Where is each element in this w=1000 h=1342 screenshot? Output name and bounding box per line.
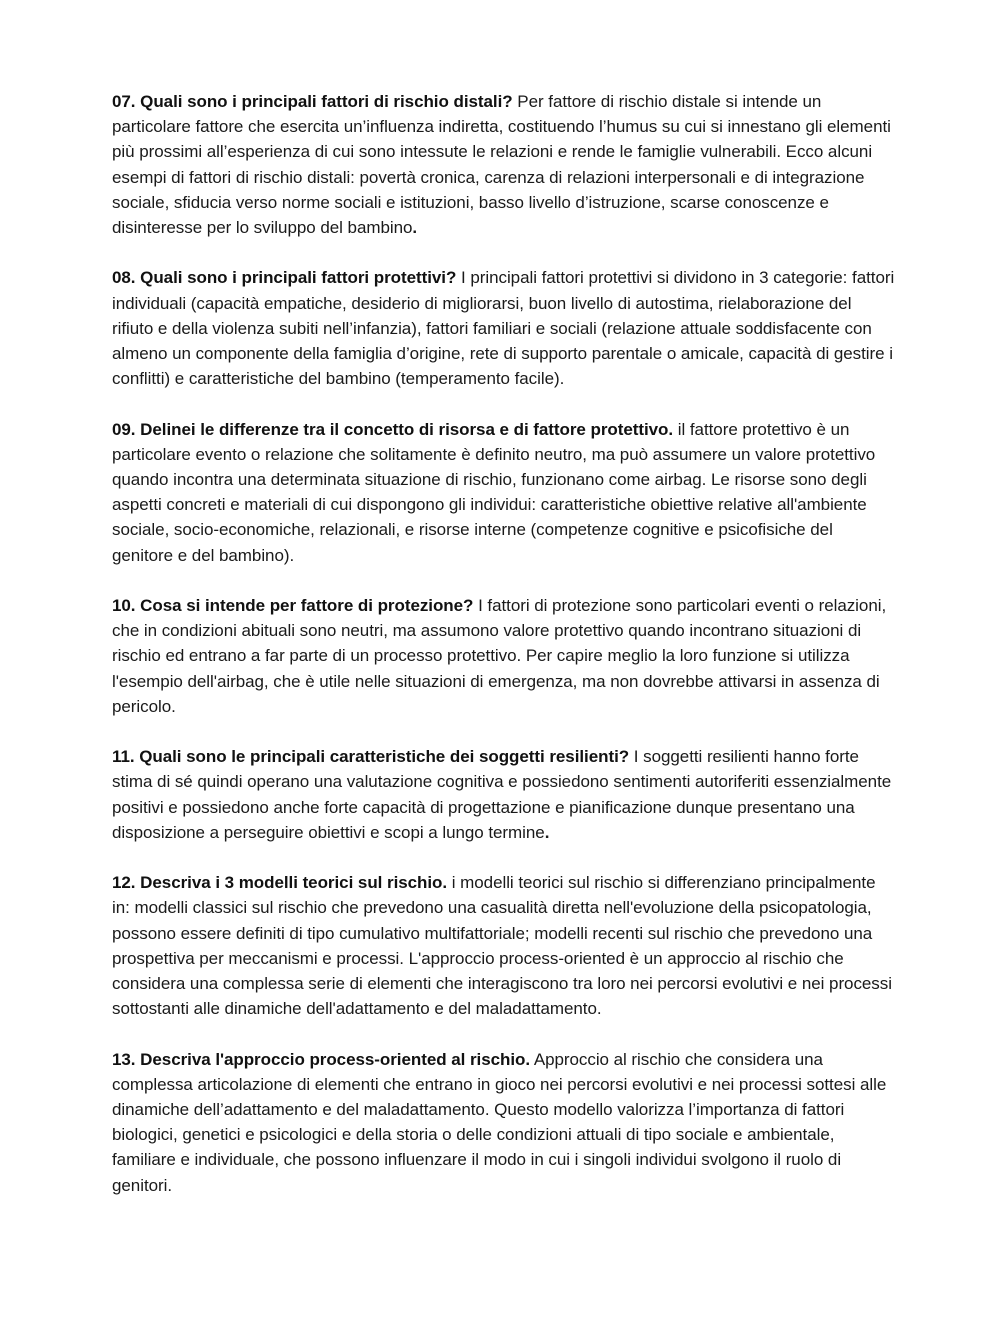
question-07: 07. Quali sono i principali fattori di rischio distali? (112, 92, 513, 111)
question-10: 10. Cosa si intende per fattore di protezione? (112, 596, 474, 616)
answer-07-period: . (412, 218, 418, 238)
answer-10: I fattori di protezione sono particolari eventi o relazioni, che in condizioni abituali sono neutri, ma assumono valore protettivo quando incontrano situazioni di rischio ed entrano a far parte di un processo protettivo. Per capire meglio la loro funzione si utilizza l'esempio dell'airbag, che è utile nelle situazioni di emergenza, ma non dovrebbe attivarsi in assenza di pericolo. (112, 596, 887, 716)
answer-09: il fattore protettivo è un particolare evento o relazione che solitamente è definito neutro, ma può assumere un valore protettivo quando incontra una determinata situazione di rischio, funzionano come airbag. Le risorse sono degli aspetti concreti e materiali di cui dispongono gli individui: caratteristiche obiettive relative all'ambiente sociale, socio-economiche, relazionali, e risorse interne (competenze cognitive e psicofisiche del genitore e del bambino). (112, 419, 876, 565)
answer-11-period: . (544, 822, 550, 842)
question-09: 09. Delinei le differenze tra il concetto di risorsa e di fattore protettivo. (112, 419, 674, 439)
qa-item-07 (112, 89, 896, 240)
question-13: 13. Descriva l'approccio process-oriented al rischio. (112, 1049, 531, 1069)
qa-item-10 (112, 593, 896, 719)
answer-13: Approccio al rischio che considera una complessa articolazione di elementi che entrano in gioco nei percorsi evolutivi e nei processi sottesi alle dinamiche dell’adattamento e del maladattamento. Questo modello valorizza l’importanza di fattori biologici, genetici e psicologici e della storia o delle condizioni attuali di tipo sociale e ambientale, familiare e individuale, che possono influenzare il modo in cui i singoli individui svolgono il ruolo di genitori. (112, 1049, 887, 1195)
answer-11: I soggetti resilienti hanno forte stima di sé quindi operano una valutazione cognitiva e possiedono sentimenti autoriferiti essenzialmente positivi e possiedono anche forte capacità di progettazione e pianificazione dunque presentano una disposizione a perseguire obiettivi e scopi a lungo termine (112, 747, 892, 842)
qa-item-08 (112, 265, 896, 391)
question-08: 08. Quali sono i principali fattori protettivi? (112, 268, 457, 288)
answer-08: I principali fattori protettivi si dividono in 3 categorie: fattori individuali (capacità empatiche, desiderio di migliorarsi, buon livello di autostima, rielaborazione del rifiuto e della violenza subiti nell’infanzia), fattori familiari e sociali (relazione attuale soddisfacente con almeno un componente della famiglia d’origine, rete di supporto parentale o amicale, capacità di gestire i conflitti) e caratteristiche del bambino (temperamento facile). (112, 268, 895, 389)
qa-item-11 (112, 744, 896, 845)
qa-item-09 (112, 417, 896, 568)
qa-item-13 (112, 1047, 896, 1198)
question-11: 11. Quali sono le principali caratteristiche dei soggetti resilienti? (112, 747, 630, 767)
question-12: 12. Descriva i 3 modelli teorici sul rischio. (112, 873, 448, 893)
answer-07: Per fattore di rischio distale si intende un particolare fattore che esercita un’influenza indiretta, costituendo l’humus su cui si innestano gli elementi più prossimi all’esperienza di cui sono intessute le relazioni e rende le famiglie vulnerabili. Ecco alcuni esempi di fattori di rischio distali: povertà cronica, carenza di relazioni interpersonali e di integrazione sociale, sfiducia verso norme sociali e istituzioni, basso livello d’istruzione, scarse conoscenze e disinteresse per lo sviluppo del bambino (112, 92, 891, 238)
document-page (112, 89, 896, 1223)
answer-12: i modelli teorici sul rischio si differenziano principalmente in: modelli classici sul rischio che prevedono una casualità diretta nell'evoluzione della psicopatologia, possono essere definiti di tipo cumulativo multifattoriale; modelli recenti sul rischio che prevedono una prospettiva per meccanismi e processi. L'approccio process-oriented è un approccio al rischio che considera una complessa serie di elementi che interagiscono tra loro nei percorsi evolutivi e nei processi sottostanti alle dinamiche dell'adattamento e del maladattamento. (112, 873, 892, 1019)
qa-item-12 (112, 870, 896, 1021)
